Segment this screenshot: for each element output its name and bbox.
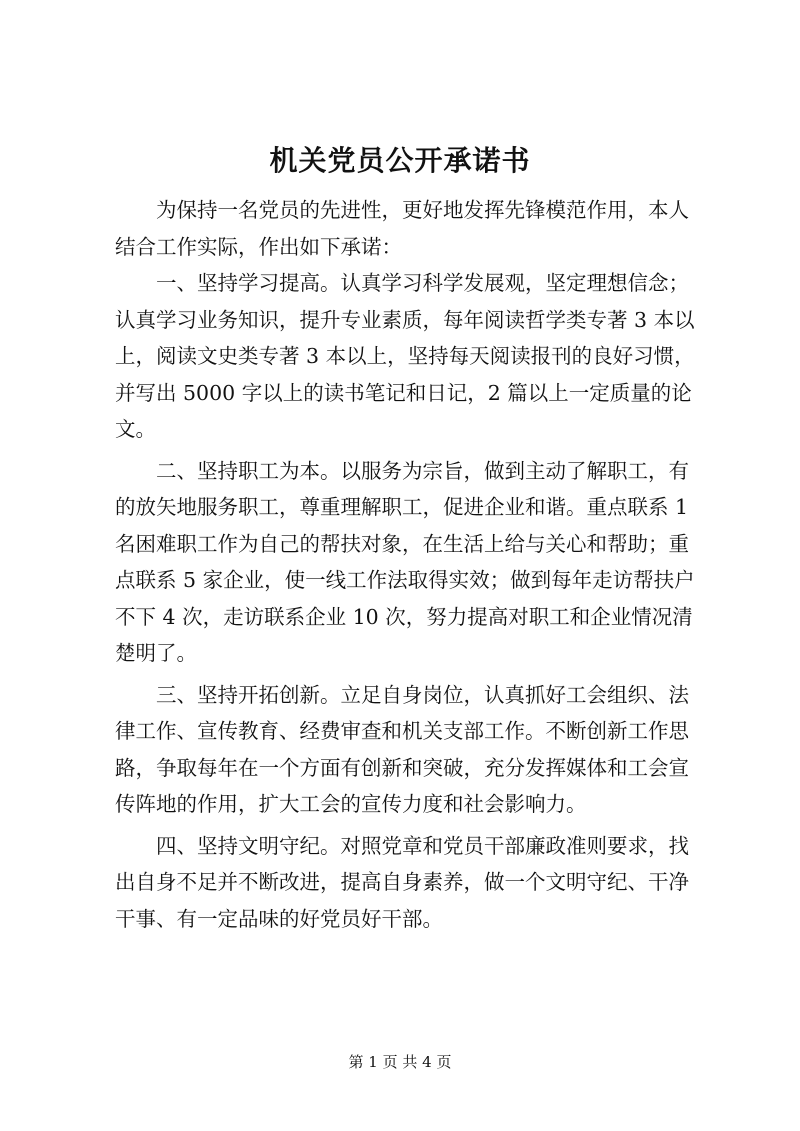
paragraph-line: 文。 — [115, 417, 156, 441]
paragraph-discipline — [115, 828, 687, 938]
paragraph-line: 二、坚持职工为本。以服务为宗旨，做到主动了解职工，有 — [156, 458, 689, 483]
paragraph-study — [115, 265, 695, 448]
paragraph-line: 四、坚持文明守纪。对照党章和党员干部廉政准则要求，找 — [156, 833, 689, 858]
paragraph-line: 楚明了。 — [115, 641, 197, 665]
paragraph-line: 路，争取每年在一个方面有创新和突破，充分发挥媒体和工会宣 — [115, 755, 689, 780]
paragraph-line: 点联系 5 家企业，使一线工作法取得实效；做到每年走访帮扶户 — [115, 568, 695, 592]
document-body — [115, 192, 695, 937]
paragraph-line: 三、坚持开拓创新。立足自身岗位，认真抓好工会组织、法 — [156, 682, 689, 707]
paragraph-line: 名困难职工作为自己的帮扶对象，在生活上给与关心和帮助；重 — [115, 531, 689, 556]
paragraph-line: 为保持一名党员的先进性，更好地发挥先锋模范作用，本人 — [156, 198, 689, 222]
paragraph-workers — [115, 453, 695, 672]
paragraph-line: 的放矢地服务职工，尊重理解职工，促进企业和谐。重点联系 1 — [115, 495, 689, 519]
paragraph-line: 结合工作实际，作出如下承诺： — [115, 234, 402, 259]
paragraph-line: 干事、有一定品味的好党员好干部。 — [115, 906, 443, 931]
paragraph-line: 上，阅读文史类专著 3 本以上，坚持每天阅读报刊的良好习惯， — [115, 344, 695, 368]
paragraph-innovation — [115, 677, 687, 823]
paragraph-line: 律工作、宣传教育、经费审查和机关支部工作。不断创新工作思 — [115, 719, 689, 743]
paragraph-line: 并写出 5000 字以上的读书笔记和日记，2 篇以上一定质量的论 — [115, 380, 692, 405]
paragraph-line: 传阵地的作用，扩大工会的宣传力度和社会影响力。 — [115, 792, 587, 816]
document-title: 机关党员公开承诺书 — [269, 144, 531, 177]
paragraph-intro — [115, 192, 687, 265]
page-footer: 第 1 页 共 4 页 — [348, 1053, 452, 1071]
paragraph-line: 认真学习业务知识，提升专业素质，每年阅读哲学类专著 3 本以 — [115, 307, 695, 332]
paragraph-line: 出自身不足并不断改进，提高自身素养，做一个文明守纪、干净 — [115, 870, 689, 894]
paragraph-line: 一、坚持学习提高。认真学习科学发展观，坚定理想信念； — [156, 271, 689, 295]
paragraph-line: 不下 4 次，走访联系企业 10 次，努力提高对职工和企业情况清 — [115, 604, 693, 629]
